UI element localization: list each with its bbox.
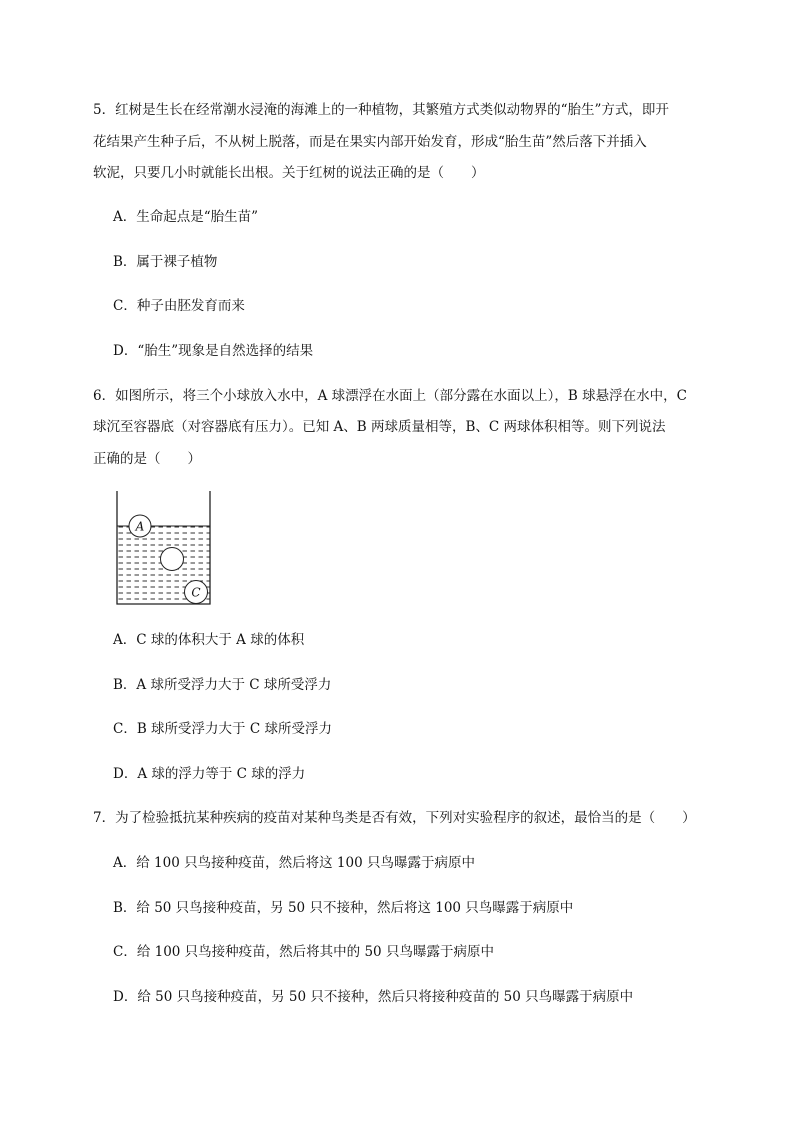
question-6-option-a: A．C 球的体积大于 A 球的体积 xyxy=(113,632,305,648)
question-7-option-c: C．给 100 只鸟接种疫苗，然后将其中的 50 只鸟曝露于病原中 xyxy=(113,944,494,960)
question-7-option-d: D．给 50 只鸟接种疫苗，另 50 只不接种，然后只将接种疫苗的 50 只鸟曝露于病原中 xyxy=(113,989,634,1005)
question-5-option-d: D．“胎生”现象是自然选择的结果 xyxy=(113,343,314,359)
question-5-option-b: B．属于裸子植物 xyxy=(113,254,218,270)
question-5-stem-line-3: 软泥，只要几小时就能长出根。关于红树的说法正确的是（ ） xyxy=(93,165,485,181)
ball-c xyxy=(185,581,208,604)
question-7-option-a: A．给 100 只鸟接种疫苗，然后将这 100 只鸟曝露于病原中 xyxy=(113,855,475,871)
question-6-stem-line-2: 球沉至容器底（对容器底有压力）。已知 A、B 两球质量相等，B、C 两球体积相等。则下列说法 xyxy=(93,419,666,435)
question-6-option-b: B．A 球所受浮力大于 C 球所受浮力 xyxy=(113,677,332,693)
question-6-option-d: D．A 球的浮力等于 C 球的浮力 xyxy=(113,766,306,782)
container-figure xyxy=(110,488,216,614)
question-6-stem-line-1: 6．如图所示，将三个小球放入水中，A 球漂浮在水面上（部分露在水面以上），B 球悬浮在水中，C xyxy=(93,388,687,404)
question-6-stem-line-3: 正确的是（ ） xyxy=(93,451,201,467)
question-5-stem-line-1: 5．红树是生长在经常潮水浸淹的海滩上的一种植物，其繁殖方式类似动物界的“胎生”方式，即开 xyxy=(93,102,669,118)
ball-a-label: A xyxy=(135,519,145,534)
ball-b xyxy=(161,548,184,571)
question-6-option-c: C．B 球所受浮力大于 C 球所受浮力 xyxy=(113,721,332,737)
question-5-stem-line-2: 花结果产生种子后，不从树上脱落，而是在果实内部开始发育，形成“胎生苗”然后落下并插入 xyxy=(93,134,647,150)
question-7-stem-line-1: 7．为了检验抵抗某种疾病的疫苗对某种鸟类是否有效，下列对实验程序的叙述，最恰当的是（ ） xyxy=(93,810,696,826)
ball-c-label: C xyxy=(191,585,201,600)
question-5-option-a: A．生命起点是“胎生苗” xyxy=(113,209,259,225)
ball-a xyxy=(129,515,151,537)
question-7-option-b: B．给 50 只鸟接种疫苗，另 50 只不接种，然后将这 100 只鸟曝露于病原中 xyxy=(113,900,574,916)
question-5-option-c: C．种子由胚发育而来 xyxy=(113,298,245,314)
